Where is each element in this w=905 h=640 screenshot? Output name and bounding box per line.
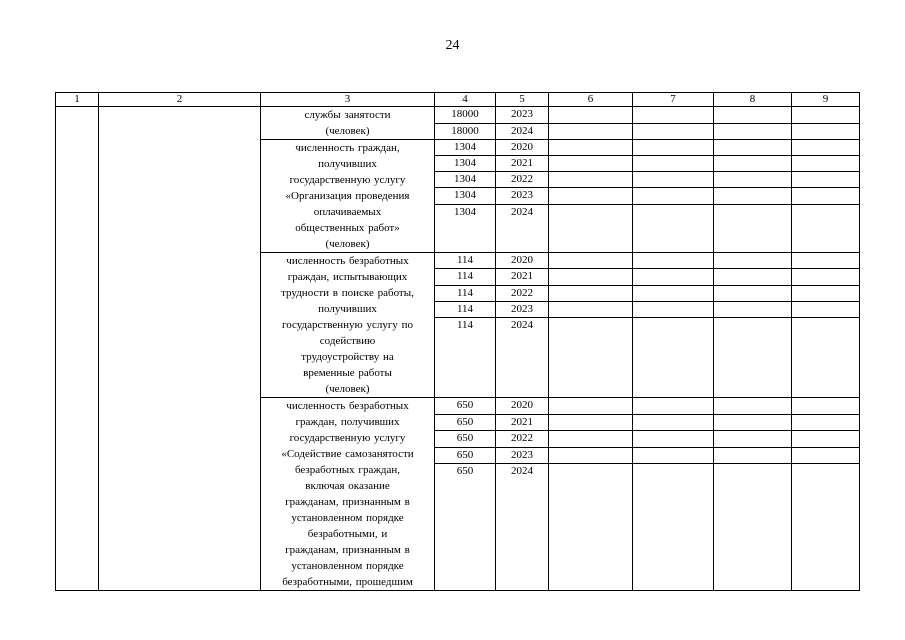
column-7-cell [633, 431, 714, 448]
year-cell: 2023 [496, 107, 549, 124]
column-8-cell [714, 431, 792, 448]
indicator-line: безработных граждан, [294, 464, 401, 476]
column-9-cell [792, 318, 860, 398]
indicator-line: трудоустройству на [301, 351, 394, 363]
indicator-cell [261, 107, 435, 140]
indicator-cell [261, 253, 435, 398]
indicator-line: численность безработных [286, 255, 409, 267]
indicator-line: численность безработных [286, 400, 409, 412]
column-7-cell [633, 464, 714, 591]
year-cell: 2020 [496, 253, 549, 269]
column-8-cell [714, 285, 792, 301]
column-6-cell [549, 156, 633, 172]
year-cell: 2021 [496, 414, 549, 431]
year-cell: 2021 [496, 269, 549, 285]
value-cell: 650 [435, 447, 496, 464]
indicator-line: общественных работ» [295, 222, 400, 234]
indicator-line: «Содействие самозанятости [281, 448, 414, 460]
indicator-line: безработными, прошедшим [282, 576, 413, 588]
column-9-cell [792, 172, 860, 188]
column-8-cell [714, 447, 792, 464]
column-6-cell [549, 447, 633, 464]
column-9-cell [792, 253, 860, 269]
column-6-cell [549, 172, 633, 188]
column-9-cell [792, 301, 860, 317]
column-header-1: 1 [56, 93, 99, 107]
column-8-cell [714, 464, 792, 591]
year-cell: 2022 [496, 285, 549, 301]
column-7-cell [633, 414, 714, 431]
indicator-line: граждан, испытывающих [287, 271, 408, 283]
column-8-cell [714, 123, 792, 140]
value-cell: 114 [435, 285, 496, 301]
column-7-cell [633, 140, 714, 156]
indicator-line: государственную услугу [289, 432, 406, 444]
column-8-cell [714, 140, 792, 156]
column-7-cell [633, 253, 714, 269]
column-6-cell [549, 204, 633, 252]
column-7-cell [633, 156, 714, 172]
indicator-line: (человек) [325, 383, 370, 395]
indicator-line: «Организация проведения [285, 190, 410, 202]
indicator-line: получивших [318, 158, 377, 170]
column-8-cell [714, 414, 792, 431]
column-9-cell [792, 285, 860, 301]
indicator-line: государственную услугу по [282, 319, 413, 331]
column-header-2: 2 [99, 93, 261, 107]
column-7-cell [633, 107, 714, 124]
indicator-cell [261, 398, 435, 591]
column-9-cell [792, 464, 860, 591]
page-number: 24 [445, 38, 460, 53]
column-header-8: 8 [714, 93, 792, 107]
column-7-cell [633, 301, 714, 317]
column-8-cell [714, 107, 792, 124]
column-header-9: 9 [792, 93, 860, 107]
column-header-5: 5 [496, 93, 549, 107]
value-cell: 650 [435, 414, 496, 431]
column-6-cell [549, 431, 633, 448]
column-9-cell [792, 447, 860, 464]
column-7-cell [633, 123, 714, 140]
column-8-cell [714, 204, 792, 252]
value-cell: 1304 [435, 172, 496, 188]
year-cell: 2024 [496, 123, 549, 140]
indicator-line: содействию [319, 335, 376, 347]
column-9-cell [792, 123, 860, 140]
column-1-cell [56, 107, 99, 591]
year-cell: 2020 [496, 140, 549, 156]
indicator-line: трудности в поиске работы, [281, 287, 414, 299]
column-7-cell [633, 188, 714, 204]
indicator-line: установленном порядке [291, 560, 404, 572]
year-cell: 2022 [496, 431, 549, 448]
column-8-cell [714, 253, 792, 269]
data-table [55, 92, 860, 591]
indicator-line: включая оказание [305, 480, 390, 492]
year-cell: 2022 [496, 172, 549, 188]
column-6-cell [549, 253, 633, 269]
column-7-cell [633, 447, 714, 464]
column-6-cell [549, 188, 633, 204]
indicator-line: службы занятости [304, 109, 391, 121]
year-cell: 2023 [496, 447, 549, 464]
column-9-cell [792, 269, 860, 285]
value-cell: 650 [435, 431, 496, 448]
column-header-3: 3 [261, 93, 435, 107]
column-6-cell [549, 285, 633, 301]
value-cell: 1304 [435, 156, 496, 172]
indicator-line: численность граждан, [295, 142, 400, 154]
column-8-cell [714, 398, 792, 415]
column-6-cell [549, 140, 633, 156]
year-cell: 2023 [496, 301, 549, 317]
value-cell: 18000 [435, 107, 496, 124]
indicator-line: оплачиваемых [313, 206, 382, 218]
column-7-cell [633, 269, 714, 285]
indicator-line: установленном порядке [291, 512, 404, 524]
column-6-cell [549, 301, 633, 317]
column-6-cell [549, 318, 633, 398]
column-9-cell [792, 188, 860, 204]
column-8-cell [714, 318, 792, 398]
value-cell: 1304 [435, 204, 496, 252]
value-cell: 1304 [435, 140, 496, 156]
column-9-cell [792, 107, 860, 124]
table-row [56, 107, 860, 124]
value-cell: 18000 [435, 123, 496, 140]
value-cell: 114 [435, 269, 496, 285]
value-cell: 114 [435, 253, 496, 269]
column-6-cell [549, 464, 633, 591]
column-9-cell [792, 431, 860, 448]
column-7-cell [633, 318, 714, 398]
column-header-4: 4 [435, 93, 496, 107]
year-cell: 2021 [496, 156, 549, 172]
column-2-cell [99, 107, 261, 591]
column-7-cell [633, 285, 714, 301]
column-9-cell [792, 204, 860, 252]
indicator-line: гражданам, признанным в [285, 496, 410, 508]
header-row [56, 93, 860, 107]
value-cell: 1304 [435, 188, 496, 204]
year-cell: 2024 [496, 318, 549, 398]
value-cell: 114 [435, 318, 496, 398]
column-6-cell [549, 414, 633, 431]
indicator-cell [261, 140, 435, 253]
column-8-cell [714, 156, 792, 172]
indicator-line: государственную услугу [289, 174, 406, 186]
column-6-cell [549, 123, 633, 140]
year-cell: 2020 [496, 398, 549, 415]
indicator-line: получивших [318, 303, 377, 315]
column-header-7: 7 [633, 93, 714, 107]
column-6-cell [549, 107, 633, 124]
indicator-line: (человек) [325, 238, 370, 250]
indicator-line: безработными, и [307, 528, 388, 540]
column-9-cell [792, 414, 860, 431]
value-cell: 114 [435, 301, 496, 317]
indicator-line: граждан, получивших [295, 416, 400, 428]
column-7-cell [633, 398, 714, 415]
year-cell: 2024 [496, 464, 549, 591]
indicator-line: временные работы [303, 367, 392, 379]
value-cell: 650 [435, 464, 496, 591]
column-7-cell [633, 204, 714, 252]
value-cell: 650 [435, 398, 496, 415]
column-9-cell [792, 156, 860, 172]
column-8-cell [714, 301, 792, 317]
column-header-6: 6 [549, 93, 633, 107]
column-9-cell [792, 140, 860, 156]
column-8-cell [714, 172, 792, 188]
indicator-line: гражданам, признанным в [285, 544, 410, 556]
column-7-cell [633, 172, 714, 188]
column-6-cell [549, 269, 633, 285]
year-cell: 2024 [496, 204, 549, 252]
column-6-cell [549, 398, 633, 415]
indicator-line: (человек) [325, 125, 370, 137]
year-cell: 2023 [496, 188, 549, 204]
column-8-cell [714, 188, 792, 204]
column-9-cell [792, 398, 860, 415]
column-8-cell [714, 269, 792, 285]
